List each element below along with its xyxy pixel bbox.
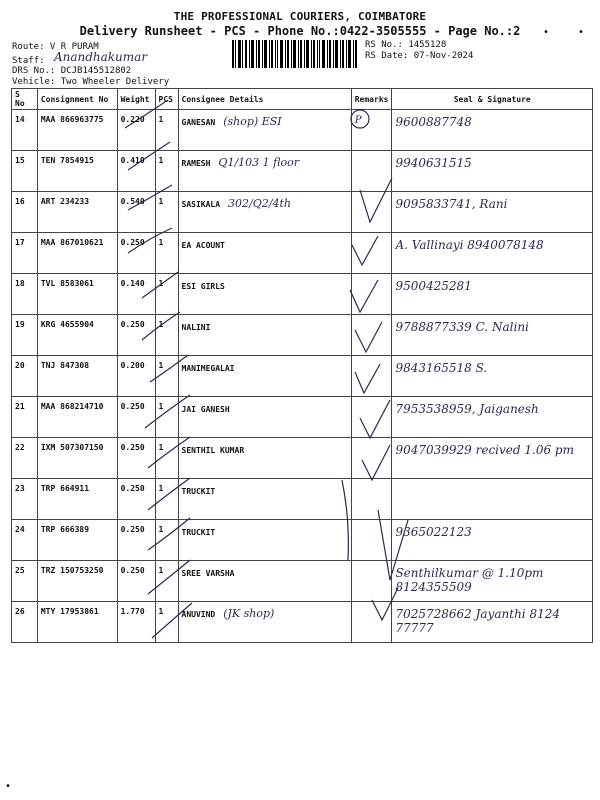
col-header: Weight — [117, 89, 155, 110]
tick-mark — [128, 142, 170, 170]
consignee-label: ANUVIND — [181, 610, 216, 619]
tick-mark — [152, 603, 192, 638]
consignment-number: TRP 666389 — [37, 520, 117, 561]
handwritten-remark: P — [354, 115, 362, 126]
tick-mark — [148, 478, 190, 510]
serial-number: 25 — [12, 561, 38, 602]
consignee-label: JAI GANESH — [181, 405, 230, 414]
consignment-number: KRG 4655904 — [37, 315, 117, 356]
consignee-label: RAMESH — [181, 159, 211, 168]
tick-mark — [145, 395, 190, 428]
pcs-count: 1 — [155, 479, 178, 520]
scan-dot: • — [578, 27, 585, 38]
serial-number: 20 — [12, 356, 38, 397]
tick-mark — [148, 437, 190, 468]
weight-value: 0.200 — [117, 356, 155, 397]
consignment-number: MTY 17953861 — [37, 602, 117, 643]
consignment-number: MAA 867010621 — [37, 233, 117, 274]
tick-mark — [148, 518, 190, 550]
tick-mark — [142, 312, 180, 340]
pcs-count: 1 — [155, 561, 178, 602]
check-mark — [362, 445, 390, 480]
serial-number: 22 — [12, 438, 38, 479]
consignment-number: TRP 664911 — [37, 479, 117, 520]
consignee-label: MANIMEGALAI — [181, 364, 235, 373]
check-mark — [378, 510, 408, 580]
pcs-count: 1 — [155, 602, 178, 643]
pcs-count: 1 — [155, 397, 178, 438]
remark-circle — [351, 110, 369, 128]
pcs-count: 1 — [155, 356, 178, 397]
route-label: Route: V R PURAM — [12, 42, 99, 52]
handwritten-note: (JK shop) — [223, 607, 275, 620]
consignment-number: TNJ 847308 — [37, 356, 117, 397]
tick-mark — [148, 560, 190, 594]
weight-value: 0.220 — [117, 110, 155, 151]
consignee-label: NALINI — [181, 323, 211, 332]
handwritten-signature: 9365022123 — [395, 525, 472, 539]
serial-number: 23 — [12, 479, 38, 520]
pcs-count: 1 — [155, 520, 178, 561]
staff-signature: Anandhakumar — [53, 50, 148, 64]
tick-mark — [142, 272, 178, 298]
pcs-count: 1 — [155, 274, 178, 315]
handwritten-signature: 9940631515 — [395, 156, 472, 170]
weight-value: 0.140 — [117, 274, 155, 315]
handwritten-signature: 9600887748 — [395, 115, 472, 129]
serial-number: 24 — [12, 520, 38, 561]
serial-number: 15 — [12, 151, 38, 192]
handwritten-note: (shop) ESI — [223, 115, 282, 128]
handwritten-note: 302/Q2/4th — [228, 197, 291, 210]
col-header: Consignment No — [37, 89, 117, 110]
weight-value: 0.250 — [117, 561, 155, 602]
consignment-number: MAA 866963775 — [37, 110, 117, 151]
col-header: S No — [12, 89, 38, 110]
company-title: THE PROFESSIONAL COURIERS, COIMBATORE — [173, 10, 427, 23]
pcs-count: 1 — [155, 315, 178, 356]
rs-date: RS Date: 07-Nov-2024 — [365, 51, 474, 61]
serial-number: 19 — [12, 315, 38, 356]
weight-value: 0.250 — [117, 315, 155, 356]
serial-number: 16 — [12, 192, 38, 233]
col-header: Remarks — [351, 89, 392, 110]
pcs-count: 1 — [155, 151, 178, 192]
weight-value: 0.250 — [117, 479, 155, 520]
pcs-count: 1 — [155, 438, 178, 479]
serial-number: 26 — [12, 602, 38, 643]
consignee-label: GANESAN — [181, 118, 216, 127]
scan-dot: • — [543, 27, 550, 38]
consignee-label: TRUCKIT — [181, 487, 216, 496]
col-header: Consignee Details — [178, 89, 351, 110]
tick-mark — [125, 100, 168, 128]
handwritten-signature: 7953538959, Jaiganesh — [395, 402, 539, 416]
serial-number: 14 — [12, 110, 38, 151]
vehicle-type: Vehicle: Two Wheeler Delivery — [12, 77, 170, 87]
weight-value: 0.250 — [117, 520, 155, 561]
tick-mark — [128, 228, 172, 253]
handwritten-signature: 9500425281 — [395, 279, 472, 293]
pcs-count: 1 — [155, 110, 178, 151]
handwritten-note: Q1/103 1 floor — [218, 156, 299, 169]
weight-value: 0.540 — [117, 192, 155, 233]
consignee-label: SREE VARSHA — [181, 569, 235, 578]
staff-label: Staff: — [12, 56, 45, 66]
check-mark — [360, 400, 390, 438]
serial-number: 18 — [12, 274, 38, 315]
consignment-number: TRZ 150753250 — [37, 561, 117, 602]
col-header: Seal & Signature — [392, 89, 593, 110]
consignee-label: TRUCKIT — [181, 528, 216, 537]
check-mark — [360, 178, 392, 222]
handwritten-signature: Senthilkumar @ 1.10pm 8124355509 — [395, 566, 544, 594]
check-mark — [355, 322, 382, 352]
tick-mark — [150, 355, 188, 382]
check-mark — [352, 236, 378, 265]
handwritten-signature: 9095833741, Rani — [395, 197, 508, 211]
drs-number: DRS No.: DCJB145512802 — [12, 66, 132, 76]
bracket-stroke — [342, 480, 348, 560]
check-mark — [372, 588, 398, 620]
scan-dot: • — [5, 781, 12, 792]
handwritten-signature: 7025728662 Jayanthi 8124 77777 — [395, 607, 560, 635]
weight-value: 0.250 — [117, 438, 155, 479]
consignment-number: TEN 7854915 — [37, 151, 117, 192]
serial-number: 21 — [12, 397, 38, 438]
check-mark — [355, 364, 380, 393]
handwritten-signature: 9843165518 S. — [395, 361, 488, 375]
serial-number: 17 — [12, 233, 38, 274]
consignment-number: IXM 507307150 — [37, 438, 117, 479]
rs-number: RS No.: 1455128 — [365, 40, 447, 50]
weight-value: 1.770 — [117, 602, 155, 643]
consignment-number: MAA 868214710 — [37, 397, 117, 438]
check-mark — [350, 280, 378, 312]
consignee-label: SENTHIL KUMAR — [181, 446, 245, 455]
tick-mark — [128, 185, 172, 210]
handwritten-signature: 9047039929 recived 1.06 pm — [395, 443, 574, 457]
weight-value: 0.410 — [117, 151, 155, 192]
consignee-label: EA ACOUNT — [181, 241, 225, 250]
consignment-number: TVL 8583061 — [37, 274, 117, 315]
handwritten-signature: 9788877339 C. Nalini — [395, 320, 529, 334]
weight-value: 0.250 — [117, 397, 155, 438]
consignee-label: SASIKALA — [181, 200, 221, 209]
col-header: PCS — [155, 89, 178, 110]
weight-value: 0.250 — [117, 233, 155, 274]
pcs-count: 1 — [155, 192, 178, 233]
pcs-count: 1 — [155, 233, 178, 274]
consignee-label: ESI GIRLS — [181, 282, 225, 291]
consignment-number: ART 234233 — [37, 192, 117, 233]
handwritten-signature: A. Vallinayi 8940078148 — [395, 238, 544, 252]
runsheet-subtitle: Delivery Runsheet - PCS - Phone No.:0422-3505555 - Page No.:2 — [79, 24, 521, 38]
